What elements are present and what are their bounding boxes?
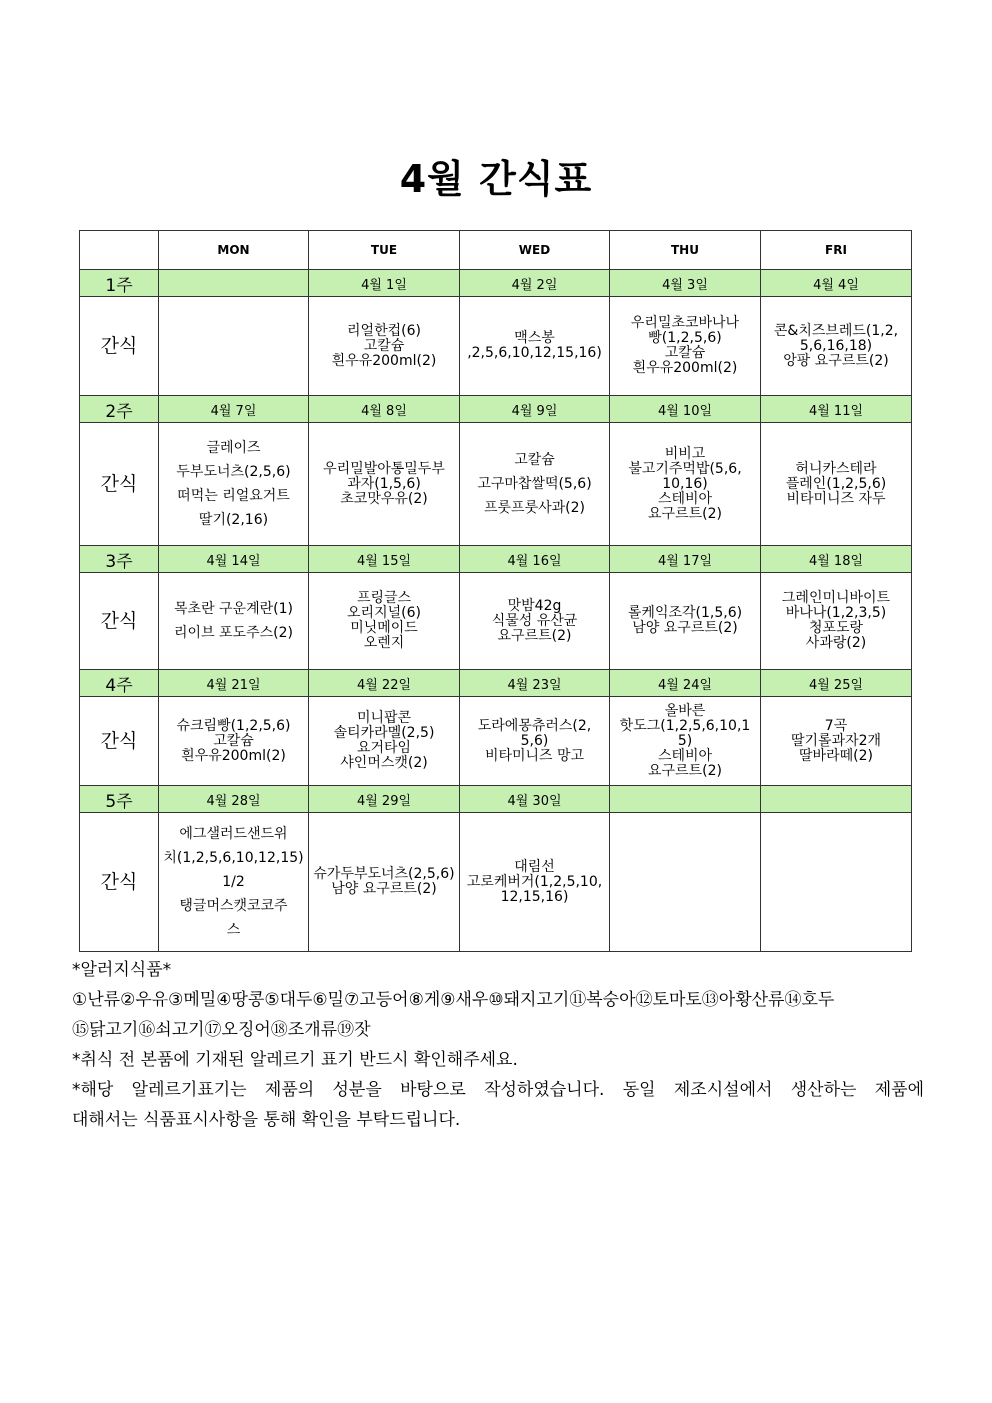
date-cell-fri: 4월 11일: [761, 396, 912, 423]
snack-row: [80, 297, 912, 396]
date-cell-fri: [761, 786, 912, 813]
snack-cell-mon: [159, 297, 309, 396]
snack-item-line: 12,15,16): [500, 888, 569, 905]
snack-cell-tue: [309, 423, 460, 546]
snack-item-line: 고칼슘: [514, 452, 555, 468]
date-cell-wed: 4월 9일: [460, 396, 610, 423]
snack-item-line: 10,16): [662, 475, 708, 492]
note-source-cont: 대해서는 식품표시사항을 통해 확인을 부탁드립니다.: [72, 1110, 461, 1130]
note-source: *해당 알레르기표기는 제품의 성분을 바탕으로 작성하였습니다. 동일 제조시설에서 생산하는 제품에: [72, 1080, 924, 1100]
date-cell-wed: 4월 2일: [460, 270, 610, 297]
snack-cell-wed: [460, 423, 610, 546]
snack-item-line: 요구르트(2): [648, 505, 722, 522]
day-header-tue: TUE: [309, 231, 460, 270]
snack-cell-mon: [159, 573, 309, 670]
date-cell-thu: 4월 3일: [610, 270, 761, 297]
date-cell-mon: [159, 270, 309, 297]
snack-item-line: 롤케익조각(1,5,6): [627, 605, 743, 621]
snack-cell-mon: [159, 423, 309, 546]
snack-item-line: 흰우유200ml(2): [632, 360, 738, 376]
day-header-fri: FRI: [761, 231, 912, 270]
date-cell-mon: 4월 21일: [159, 670, 309, 697]
snack-item-line: 과자(1,5,6): [347, 475, 421, 492]
snack-item-line: 요구르트(2): [648, 762, 722, 779]
snack-item-line: 플레인(1,2,5,6): [785, 475, 887, 492]
snack-cell-thu: [610, 697, 761, 786]
snack-item-line: 콘&치즈브레드(1,2,: [773, 322, 899, 339]
day-header-mon: MON: [159, 231, 309, 270]
snack-item-line: 흰우유200ml(2): [331, 352, 437, 369]
snack-item-line: 우리밀초코바나나: [630, 315, 740, 331]
date-cell-tue: 4월 8일: [309, 396, 460, 423]
date-cell-tue: 4월 29일: [309, 786, 460, 813]
snack-item-line: 7곡: [824, 717, 848, 734]
snack-item-line: 탱글머스캣코코주: [179, 898, 288, 914]
snack-row: [80, 813, 912, 952]
date-cell-wed: 4월 16일: [460, 546, 610, 573]
snack-item-line: 허니카스테라: [795, 460, 877, 477]
snack-cell-wed: [460, 573, 610, 670]
allergy-notes: [72, 955, 924, 1135]
snack-item-line: 대림선: [514, 858, 555, 875]
snack-cell-thu: [610, 573, 761, 670]
day-header-wed: WED: [460, 231, 610, 270]
snack-item-line: 맛밤42g: [507, 597, 562, 614]
snack-item-line: 고칼슘: [363, 337, 405, 354]
snack-item-line: 슈크림빵(1,2,5,6): [176, 717, 291, 734]
snack-item-line: 고로케버거(1,2,5,10,: [466, 873, 603, 890]
snack-row-label: 간식: [80, 697, 159, 786]
snack-item-line: ,2,5,6,10,12,15,16): [467, 345, 602, 361]
date-cell-tue: 4월 15일: [309, 546, 460, 573]
snack-row-label: 간식: [80, 813, 159, 952]
snack-item-line: 고구마찹쌀떡(5,6): [477, 476, 592, 492]
snack-cell-thu: [610, 813, 761, 952]
week-label: 1주: [80, 270, 159, 297]
date-cell-fri: 4월 4일: [761, 270, 912, 297]
week-label: 5주: [80, 786, 159, 813]
date-cell-fri: 4월 18일: [761, 546, 912, 573]
snack-row-label: 간식: [80, 423, 159, 546]
snack-item-line: 남양 요구르트(2): [331, 881, 437, 897]
snack-item-line: 남양 요구르트(2): [632, 620, 738, 636]
snack-item-line: 청포도랑: [808, 620, 864, 636]
snack-item-line: 식물성 유산균: [491, 612, 578, 629]
snack-item-line: 그레인미니바이트: [781, 590, 891, 606]
page-title: 4월 간식표: [399, 157, 593, 201]
week-row: [80, 670, 912, 697]
week-label: 2주: [80, 396, 159, 423]
snack-item-line: 리얼한컵(6): [347, 322, 421, 339]
snack-item-line: 핫도그(1,2,5,6,10,1: [619, 717, 751, 734]
snack-item-line: 미니팝콘: [356, 710, 412, 726]
snack-item-line: 리이브 포도주스(2): [174, 625, 293, 641]
snack-item-line: 흰우유200ml(2): [181, 747, 286, 764]
snack-row-label: 간식: [80, 297, 159, 396]
snack-item-line: 맥스봉: [514, 330, 555, 346]
snack-menu-table: [79, 230, 912, 952]
week-row: [80, 546, 912, 573]
snack-item-line: 오리지널(6): [347, 605, 421, 621]
snack-item-line: 5): [677, 732, 693, 749]
snack-item-line: 초코맛우유(2): [340, 490, 428, 507]
allergen-title: *알러지식품*: [72, 960, 172, 980]
snack-item-line: 목초란 구운계란(1): [174, 601, 293, 617]
date-cell-tue: 4월 1일: [309, 270, 460, 297]
snack-item-line: 스: [226, 922, 241, 938]
date-cell-wed: 4월 30일: [460, 786, 610, 813]
snack-item-line: 에그샐러드샌드위: [179, 826, 288, 842]
snack-cell-wed: [460, 813, 610, 952]
snack-item-line: 5,6): [520, 732, 549, 749]
allergen-list-line1: ①난류②우유③메밀④땅콩⑤대두⑥밀⑦고등어⑧게⑨새우⑩돼지고기⑪복숭아⑫토마토⑬아황산류⑭호두: [72, 990, 835, 1010]
snack-item-line: 오렌지: [363, 635, 405, 651]
snack-cell-mon: [159, 697, 309, 786]
snack-item-line: 치(1,2,5,6,10,12,15): [163, 850, 304, 866]
date-cell-mon: 4월 28일: [159, 786, 309, 813]
snack-cell-fri: [761, 423, 912, 546]
date-cell-tue: 4월 22일: [309, 670, 460, 697]
snack-cell-tue: [309, 697, 460, 786]
note-check-label: *취식 전 본품에 기재된 알레르기 표기 반드시 확인해주세요.: [72, 1050, 518, 1070]
snack-item-line: 사과랑(2): [805, 635, 867, 651]
snack-item-line: 슈가두부도너츠(2,5,6): [313, 866, 455, 882]
allergen-list-line2: ⑮닭고기⑯쇠고기⑰오징어⑱조개류⑲잣: [72, 1020, 371, 1040]
snack-row: [80, 423, 912, 546]
snack-item-line: 샤인머스캣(2): [340, 755, 428, 771]
snack-item-line: 딸바라떼(2): [799, 747, 873, 764]
snack-item-line: 딸기롤과자2개: [790, 732, 882, 749]
snack-item-line: 비비고: [664, 445, 706, 462]
week-row: [80, 396, 912, 423]
snack-item-line: 1/2: [222, 874, 245, 890]
snack-item-line: 고칼슘: [213, 732, 254, 749]
snack-row: [80, 697, 912, 786]
week-label: 4주: [80, 670, 159, 697]
snack-cell-fri: [761, 573, 912, 670]
snack-item-line: 떠먹는 리얼요거트: [177, 488, 290, 504]
snack-item-line: 앙팡 요구르트(2): [783, 352, 889, 369]
snack-item-line: 올바른: [664, 702, 706, 719]
snack-cell-wed: [460, 697, 610, 786]
snack-row-label: 간식: [80, 573, 159, 670]
snack-item-line: 스테비아: [657, 490, 713, 507]
week-row: [80, 786, 912, 813]
snack-item-line: 요거타임: [356, 740, 412, 756]
snack-item-line: 불고기주먹밥(5,6,: [628, 460, 742, 477]
snack-item-line: 요구르트(2): [497, 627, 572, 644]
snack-cell-thu: [610, 297, 761, 396]
snack-cell-thu: [610, 423, 761, 546]
snack-cell-fri: [761, 697, 912, 786]
snack-item-line: 미닛메이드: [350, 620, 418, 636]
date-cell-mon: 4월 14일: [159, 546, 309, 573]
snack-item-line: 도라에몽츄러스(2,: [477, 717, 592, 734]
snack-item-line: 빵(1,2,5,6): [648, 330, 722, 346]
snack-cell-mon: [159, 813, 309, 952]
snack-item-line: 비타미니즈 자두: [786, 490, 886, 507]
snack-item-line: 두부도너츠(2,5,6): [176, 464, 291, 480]
date-cell-mon: 4월 7일: [159, 396, 309, 423]
date-cell-thu: 4월 24일: [610, 670, 761, 697]
snack-item-line: 고칼슘: [664, 345, 706, 361]
week-label: 3주: [80, 546, 159, 573]
week-row: [80, 270, 912, 297]
snack-cell-tue: [309, 813, 460, 952]
snack-cell-tue: [309, 573, 460, 670]
snack-item-line: 바나나(1,2,3,5): [785, 605, 887, 621]
snack-row: [80, 573, 912, 670]
date-cell-thu: 4월 10일: [610, 396, 761, 423]
snack-item-line: 프링글스: [356, 590, 412, 606]
snack-item-line: 솔티카라멜(2,5): [333, 725, 435, 741]
snack-cell-fri: [761, 813, 912, 952]
day-header-thu: THU: [610, 231, 761, 270]
snack-item-line: 비타미니즈 망고: [484, 747, 585, 764]
snack-item-line: 우리밀발아통밀두부: [323, 460, 445, 477]
snack-cell-wed: [460, 297, 610, 396]
snack-item-line: 프룻프룻사과(2): [484, 500, 585, 516]
snack-item-line: 딸기(2,16): [198, 512, 269, 528]
snack-cell-fri: [761, 297, 912, 396]
date-cell-wed: 4월 23일: [460, 670, 610, 697]
date-cell-thu: [610, 786, 761, 813]
date-cell-thu: 4월 17일: [610, 546, 761, 573]
day-header-row: [80, 231, 912, 270]
snack-item-line: 5,6,16,18): [799, 337, 873, 354]
date-cell-fri: 4월 25일: [761, 670, 912, 697]
snack-cell-tue: [309, 297, 460, 396]
snack-item-line: 스테비아: [657, 747, 713, 764]
snack-item-line: 글레이즈: [206, 440, 261, 456]
corner-cell: [80, 231, 159, 270]
